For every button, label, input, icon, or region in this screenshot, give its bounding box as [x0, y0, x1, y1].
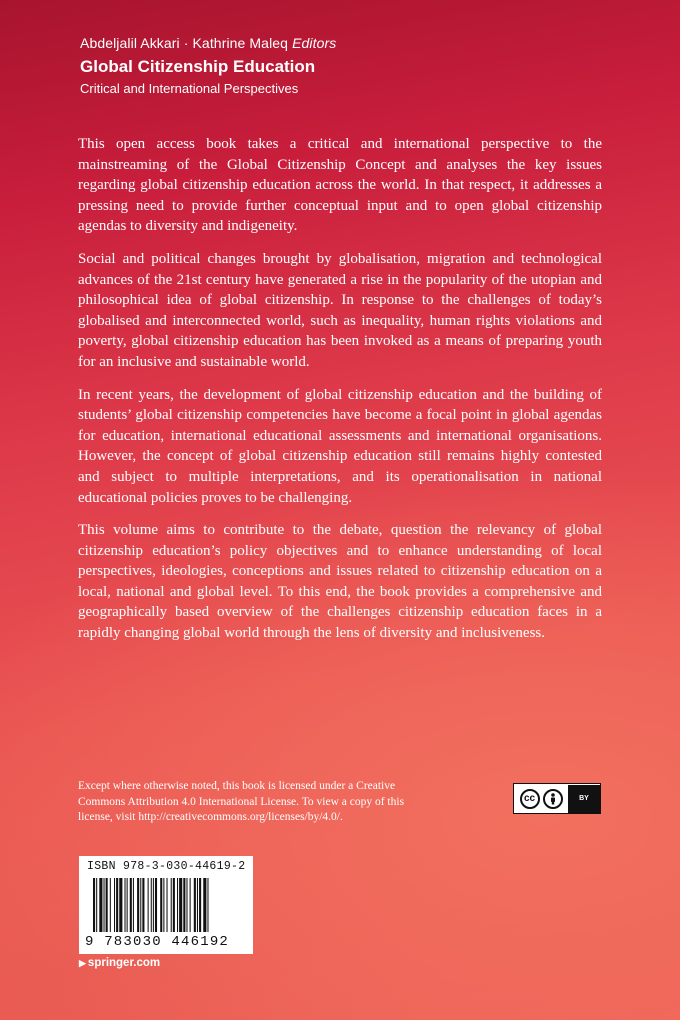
- description-paragraph: This volume aims to contribute to the debate, question the relevancy of global citizenship education’s policy objectives and to enhance understanding of local perspectives, ideologies, conceptions and issues related to citizenship education on a local, national and global level. To this end, the book provides a comprehensive and geographically based overview of the challenges citizenship education faces in a rapidly changing global world through the lens of diversity and inclusiveness.: [78, 522, 602, 642]
- barcode-digits: 9 783030 446192: [85, 934, 230, 950]
- by-label-block: [568, 785, 600, 813]
- by-label: BY: [579, 795, 589, 802]
- description-paragraph: Social and political changes brought by globalisation, migration and technological advances of the 21st century have generated a rise in the popularity of the utopian and philosophical idea of global citizenship. In response to the challenges of today’s globalised and interconnected world, such as inequality, human rights violations and poverty, global citizenship education has been invoked as a means of preparing youth for an inclusive and sustainable world.: [78, 250, 602, 370]
- book-title: Global Citizenship Education: [80, 57, 316, 76]
- author-names: Abdeljalil Akkari · Kathrine Maleq: [80, 35, 289, 51]
- isbn-label: ISBN 978-3-030-44619-2: [87, 860, 246, 873]
- license-notice: Except where otherwise noted, this book is licensed under a Creative Commons Attribution 4.0 International License. To view a copy of this license, visit http://creativecommons.org/licenses/by/4.0/.: [78, 780, 405, 824]
- publisher-link[interactable]: [79, 957, 160, 969]
- cover-header: [80, 34, 336, 98]
- attribution-person-icon: [543, 789, 563, 809]
- isbn-barcode: [79, 856, 253, 954]
- book-description: [78, 134, 602, 656]
- triangle-right-icon: ▶: [79, 958, 86, 968]
- editors-label: Editors: [292, 35, 337, 51]
- cc-icon-group: [514, 785, 568, 813]
- cc-icon: cc: [520, 789, 540, 809]
- cc-by-badge: [513, 783, 601, 814]
- publisher-url: springer.com: [87, 957, 161, 969]
- authors-line: [80, 34, 336, 52]
- book-subtitle: Critical and International Perspectives: [80, 81, 299, 96]
- barcode-bars: [79, 876, 253, 936]
- description-paragraph: In recent years, the development of global citizenship education and the building of students’ global citizenship competencies have become a focal point in global agendas for education, international educational assessments and international organisations. However, the concept of global citizenship education still remains highly contested and subject to multiple interpretations, and its operationalisation in national educational policies proves to be challenging.: [78, 386, 602, 506]
- description-paragraph: This open access book takes a critical and international perspective to the mainstreaming of the Global Citizenship Concept and analyses the key issues regarding global citizenship education across the world. In that respect, it addresses a pressing need to provide further conceptual input and to open global citizenship agendas to diversity and indigeneity.: [78, 136, 602, 235]
